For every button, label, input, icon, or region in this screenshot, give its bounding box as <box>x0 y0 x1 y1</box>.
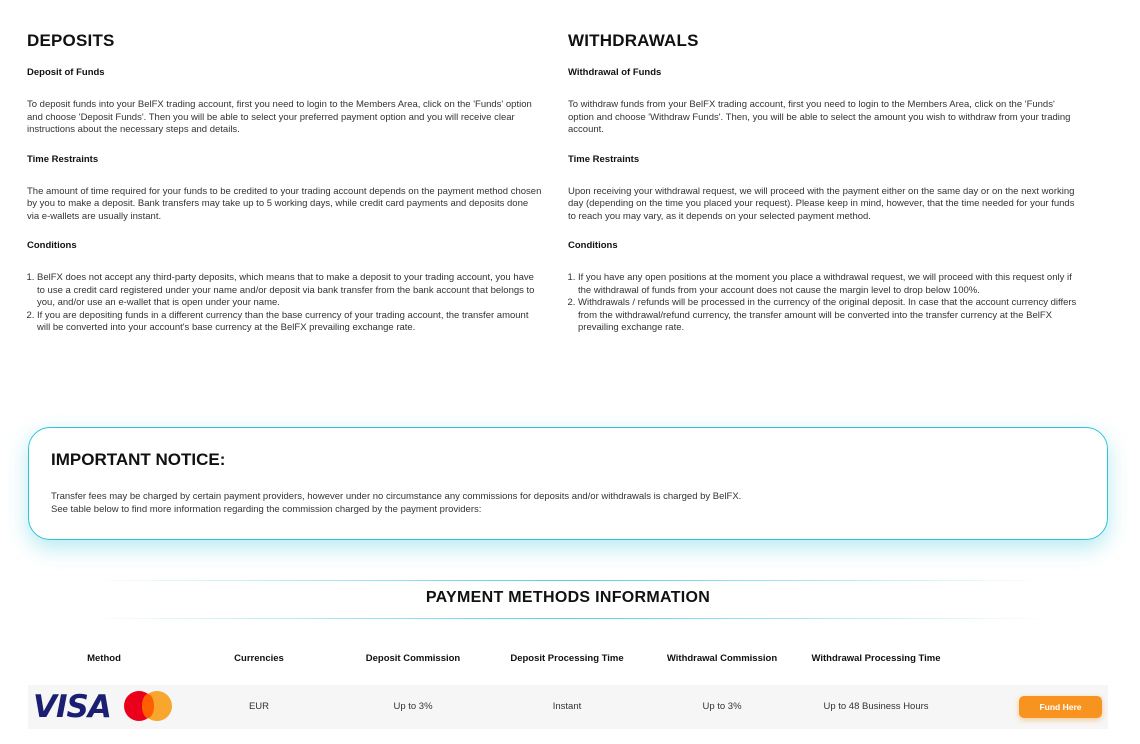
deposit-condition-item: 1. BelFX does not accept any third-party deposits, which means that to make a deposit to your trading account, you have to use a credit card registered under your name and/or deposit via bank transfer from the bank account that belongs to you, and/or use an e-wallet that is open under your name. <box>37 272 542 310</box>
column-header-withdrawal-processing-time: Withdrawal Processing Time <box>811 653 941 664</box>
deposit-condition-item: 2. If you are depositing funds in a different currency than the base currency of your trading account, the transfer amount will be converted into your account's base currency at the BelFX prevailing exchange rate. <box>37 310 542 335</box>
withdrawal-condition-item: 2. Withdrawals / refunds will be processed in the currency of the original deposit. In case that the account currency differs from the withdrawal/refund currency, the transfer amount will be converted into the transfer currency at the BelFX prevailing exchange rate. <box>578 297 1083 335</box>
fund-here-button[interactable]: Fund Here <box>1019 696 1102 718</box>
deposit-conditions-heading: Conditions <box>27 240 77 251</box>
deposit-of-funds-text: To deposit funds into your BelFX trading account, first you need to login to the Members Area, click on the 'Funds' option and choose 'Deposit Funds'. Then you will be able to select your preferred payment option and you will receive clear instructions about the necessary steps and details. <box>27 99 532 135</box>
deposits-section <box>27 30 542 335</box>
withdrawals-section <box>568 30 1083 335</box>
visa-logo: VISA <box>33 689 111 725</box>
withdrawal-condition-item: 1. If you have any open positions at the moment you place a withdrawal request, we will proceed with this request only if the withdrawal of funds from your account does not cause the margin level to drop below 100%. <box>578 272 1083 297</box>
important-notice-box <box>28 427 1108 540</box>
deposit-conditions-list <box>27 272 542 335</box>
deposit-of-funds-heading: Deposit of Funds <box>27 67 105 78</box>
withdrawal-conditions-heading: Conditions <box>568 240 618 251</box>
row-currencies: EUR <box>248 701 270 712</box>
withdrawal-time-restraints-text: Upon receiving your withdrawal request, we will proceed with the payment either on the same day or on the next working day (depending on the time you placed your request). Please keep in mind, however, that the time needed for your funds to reach you may vary, as it depends on your selected payment method. <box>568 185 1075 222</box>
deposit-time-restraints-heading: Time Restraints <box>27 153 99 165</box>
column-header-currencies: Currencies <box>234 653 284 664</box>
row-withdrawal-processing-time: Up to 48 Business Hours <box>823 701 929 712</box>
mastercard-icon <box>124 691 172 721</box>
payment-methods-header <box>28 578 1108 619</box>
withdrawal-time-restraints-heading: Time Restraints <box>568 153 640 165</box>
important-notice-line-1: Transfer fees may be charged by certain payment providers, however under no circumstance any commissions for deposits and/or withdrawals is charged by BelFX. <box>51 491 742 502</box>
divider <box>88 618 1048 619</box>
table-row <box>28 685 1108 729</box>
deposit-time-restraints-text: The amount of time required for your funds to be credited to your trading account depends on the payment method chosen by you to make a deposit. Bank transfers may take up to 5 working days, while credit card payments and deposits done via e-wallets are usually instant. <box>27 185 542 222</box>
column-header-method: Method <box>87 653 121 664</box>
column-header-deposit-processing-time: Deposit Processing Time <box>510 653 624 664</box>
withdrawal-of-funds-text: To withdraw funds from your BelFX trading account, first you need to login to the Members Area, click on the 'Funds' option and choose 'Withdraw Funds'. Then, you will be able to select the amount you wish to withdraw from your trading account. <box>568 99 1071 135</box>
important-notice-title: IMPORTANT NOTICE: <box>51 450 226 469</box>
withdrawal-of-funds-heading: Withdrawal of Funds <box>568 67 662 78</box>
withdrawal-conditions-list <box>568 272 1083 335</box>
important-notice-line-2: See table below to find more information regarding the commission charged by the payment providers: <box>51 503 482 515</box>
column-header-deposit-commission: Deposit Commission <box>365 653 461 664</box>
column-header-withdrawal-commission: Withdrawal Commission <box>666 653 778 664</box>
deposits-title: DEPOSITS <box>27 31 115 50</box>
divider <box>88 580 1048 581</box>
row-deposit-processing-time: Instant <box>552 701 582 712</box>
row-withdrawal-commission: Up to 3% <box>702 701 742 712</box>
payment-methods-title: PAYMENT METHODS INFORMATION <box>425 589 711 606</box>
payment-table-header <box>28 653 1108 667</box>
withdrawals-title: WITHDRAWALS <box>568 31 699 50</box>
row-deposit-commission: Up to 3% <box>393 701 433 712</box>
